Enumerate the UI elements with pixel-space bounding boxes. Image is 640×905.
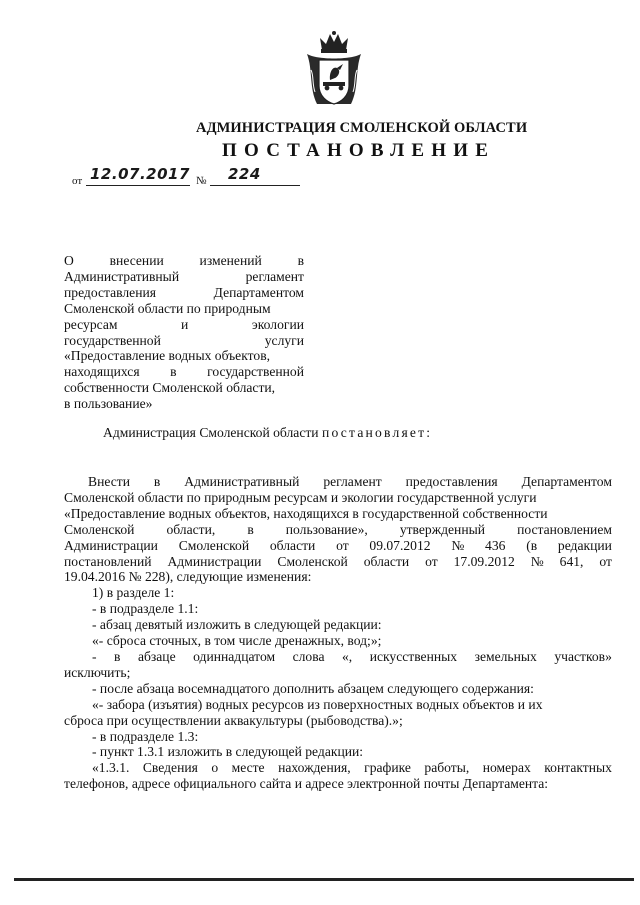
body-text: графике bbox=[364, 760, 411, 776]
dateline bbox=[72, 165, 312, 189]
body-text: искусственных bbox=[369, 648, 458, 664]
body-line bbox=[64, 538, 612, 554]
body-line bbox=[64, 506, 612, 522]
body-text: земельных bbox=[474, 648, 537, 664]
handwritten-date: 12.07.2017 bbox=[90, 165, 190, 183]
subject-word: «Предоставление водных объектов, bbox=[64, 348, 271, 364]
subject-line bbox=[64, 396, 304, 412]
body-text: (в bbox=[526, 537, 538, 553]
body-text: № bbox=[530, 553, 544, 569]
body-text: - bbox=[92, 648, 97, 664]
body-line bbox=[64, 697, 612, 713]
intro-decree-word: постановляет: bbox=[321, 425, 433, 440]
bottom-rule bbox=[14, 878, 634, 881]
body-text: № bbox=[451, 537, 465, 553]
subject-word: в bbox=[170, 364, 177, 380]
body-text: 19.04.2016 № 228), следующие изменения: bbox=[64, 569, 312, 585]
body-text: месте bbox=[231, 760, 265, 776]
body-text: Сведения bbox=[142, 760, 198, 776]
intro-prefix: Администрация Смоленской области bbox=[103, 425, 322, 440]
body-text: сброса при осуществлении аквакультуры (рыбоводства).»; bbox=[64, 712, 403, 728]
body-text: регламент bbox=[323, 474, 382, 489]
body-line bbox=[64, 601, 612, 617]
subject-line bbox=[64, 269, 304, 285]
subject-word: Департаментом bbox=[213, 284, 304, 300]
body-text: 09.07.2012 bbox=[369, 537, 431, 553]
subject-word: государственной bbox=[64, 332, 161, 348]
subject-word: ресурсам bbox=[64, 316, 118, 332]
subject-line bbox=[64, 285, 304, 301]
subject-word: в пользование» bbox=[64, 396, 153, 412]
body-text: Смоленской bbox=[277, 553, 348, 569]
subject-word: в bbox=[297, 253, 304, 268]
subject-word: экологии bbox=[251, 316, 304, 332]
body-text: от bbox=[599, 553, 612, 569]
body-text: «- сброса сточных, в том числе дренажных, вод;»; bbox=[92, 633, 382, 649]
body-line bbox=[64, 633, 612, 649]
body-text: - в подразделе 1.1: bbox=[92, 601, 199, 617]
body-text: Административный bbox=[184, 474, 300, 489]
body-line bbox=[64, 776, 612, 792]
subject-line bbox=[64, 348, 304, 364]
body-line bbox=[64, 554, 612, 570]
subject-line bbox=[64, 333, 304, 349]
body-text: нахождения, bbox=[278, 760, 351, 776]
subject-word: собственности Смоленской области, bbox=[64, 380, 276, 396]
body-text: редакции bbox=[557, 537, 612, 553]
body-line bbox=[64, 681, 612, 697]
subject-word: и bbox=[181, 316, 189, 332]
body-line bbox=[64, 490, 612, 506]
date-prefix: от bbox=[72, 175, 83, 187]
organization-name: АДМИНИСТРАЦИЯ СМОЛЕНСКОЙ ОБЛАСТИ bbox=[196, 120, 528, 136]
body-text: исключить; bbox=[64, 664, 131, 680]
body-text: 641, bbox=[559, 553, 584, 569]
subject-word: регламент bbox=[245, 268, 304, 284]
document-body bbox=[64, 474, 612, 792]
body-text: Смоленской области по природным ресурсам и экологии государственной услуги bbox=[64, 489, 537, 505]
body-text: работы, bbox=[424, 760, 470, 776]
body-text: «, bbox=[341, 648, 353, 664]
body-text: 1) в разделе 1: bbox=[92, 585, 175, 601]
body-text: в bbox=[153, 474, 161, 489]
body-text: - пункт 1.3.1 изложить в следующей редакции: bbox=[92, 744, 364, 760]
body-text: «Предоставление водных объектов, находящихся в государственной собственности bbox=[64, 505, 548, 521]
body-text: области bbox=[363, 553, 410, 569]
document-title: ПОСТАНОВЛЕНИЕ bbox=[222, 140, 496, 161]
body-line bbox=[64, 649, 612, 665]
body-text: области bbox=[269, 537, 316, 553]
body-text: от bbox=[425, 553, 438, 569]
body-text: контактных bbox=[544, 760, 612, 776]
subject-line bbox=[64, 317, 304, 333]
body-line bbox=[64, 713, 612, 729]
body-text: пользование», bbox=[285, 521, 368, 537]
body-line bbox=[64, 760, 612, 776]
body-text: утвержденный bbox=[399, 521, 486, 537]
body-line bbox=[64, 729, 612, 745]
number-prefix: № bbox=[196, 175, 207, 187]
body-text: - после абзаца восемнадцатого дополнить абзацем следующего содержания: bbox=[92, 680, 534, 696]
body-text: предоставления bbox=[405, 474, 498, 489]
subject-word: О bbox=[64, 253, 74, 268]
body-text: 17.09.2012 bbox=[453, 553, 515, 569]
subject-word: Смоленской области по природным bbox=[64, 300, 271, 316]
body-text: о bbox=[211, 760, 219, 776]
body-text: от bbox=[336, 537, 349, 553]
body-text: - абзац девятый изложить в следующей редакции: bbox=[92, 617, 382, 633]
body-text: номерах bbox=[482, 760, 531, 776]
body-text: Администрации bbox=[167, 553, 262, 569]
body-text: слова bbox=[292, 648, 325, 664]
body-text: постановлений bbox=[64, 553, 152, 569]
body-text: участков» bbox=[554, 648, 612, 664]
body-text: постановлением bbox=[517, 521, 612, 537]
body-text: Внести bbox=[88, 474, 130, 489]
body-line bbox=[64, 569, 612, 585]
subject-line bbox=[64, 364, 304, 380]
body-text: одиннадцатом bbox=[193, 648, 276, 664]
number-underline bbox=[210, 185, 300, 186]
body-text: области, bbox=[166, 521, 216, 537]
body-text: - в подразделе 1.3: bbox=[92, 728, 199, 744]
body-line bbox=[64, 617, 612, 633]
subject-word: Административный bbox=[64, 268, 180, 284]
body-text: 436 bbox=[485, 537, 506, 553]
body-text: «- забора (изъятия) водных ресурсов из поверхностных водных объектов и их bbox=[92, 696, 543, 712]
subject-line bbox=[64, 301, 304, 317]
subject-line bbox=[64, 380, 304, 396]
body-line bbox=[64, 585, 612, 601]
subject-word: находящихся bbox=[64, 364, 140, 380]
subject-word: изменений bbox=[199, 253, 262, 268]
handwritten-number: 224 bbox=[228, 165, 261, 183]
body-text: Смоленской bbox=[64, 521, 135, 537]
body-line bbox=[64, 665, 612, 681]
body-text: абзаце bbox=[137, 648, 176, 664]
body-text: Администрации bbox=[64, 537, 158, 553]
body-line bbox=[64, 744, 612, 760]
subject-word: государственной bbox=[207, 364, 304, 380]
body-line bbox=[64, 474, 612, 490]
date-underline bbox=[86, 185, 190, 186]
body-text: Департаментом bbox=[521, 474, 612, 489]
body-text: «1.3.1. bbox=[92, 760, 130, 776]
body-text: Смоленской bbox=[178, 537, 250, 553]
body-line bbox=[64, 522, 612, 538]
coat-of-arms-emblem bbox=[303, 30, 365, 112]
subject-word: внесении bbox=[109, 253, 164, 268]
body-text: в bbox=[114, 648, 121, 664]
document-subject bbox=[64, 253, 304, 412]
subject-word: услуги bbox=[264, 332, 304, 348]
subject-line bbox=[64, 253, 304, 269]
subject-word: предоставления bbox=[64, 284, 157, 300]
body-text: в bbox=[247, 521, 254, 537]
intro-line bbox=[103, 425, 563, 441]
body-text: телефонов, адресе официального сайта и адресе электронной почты Департамента: bbox=[64, 776, 549, 792]
